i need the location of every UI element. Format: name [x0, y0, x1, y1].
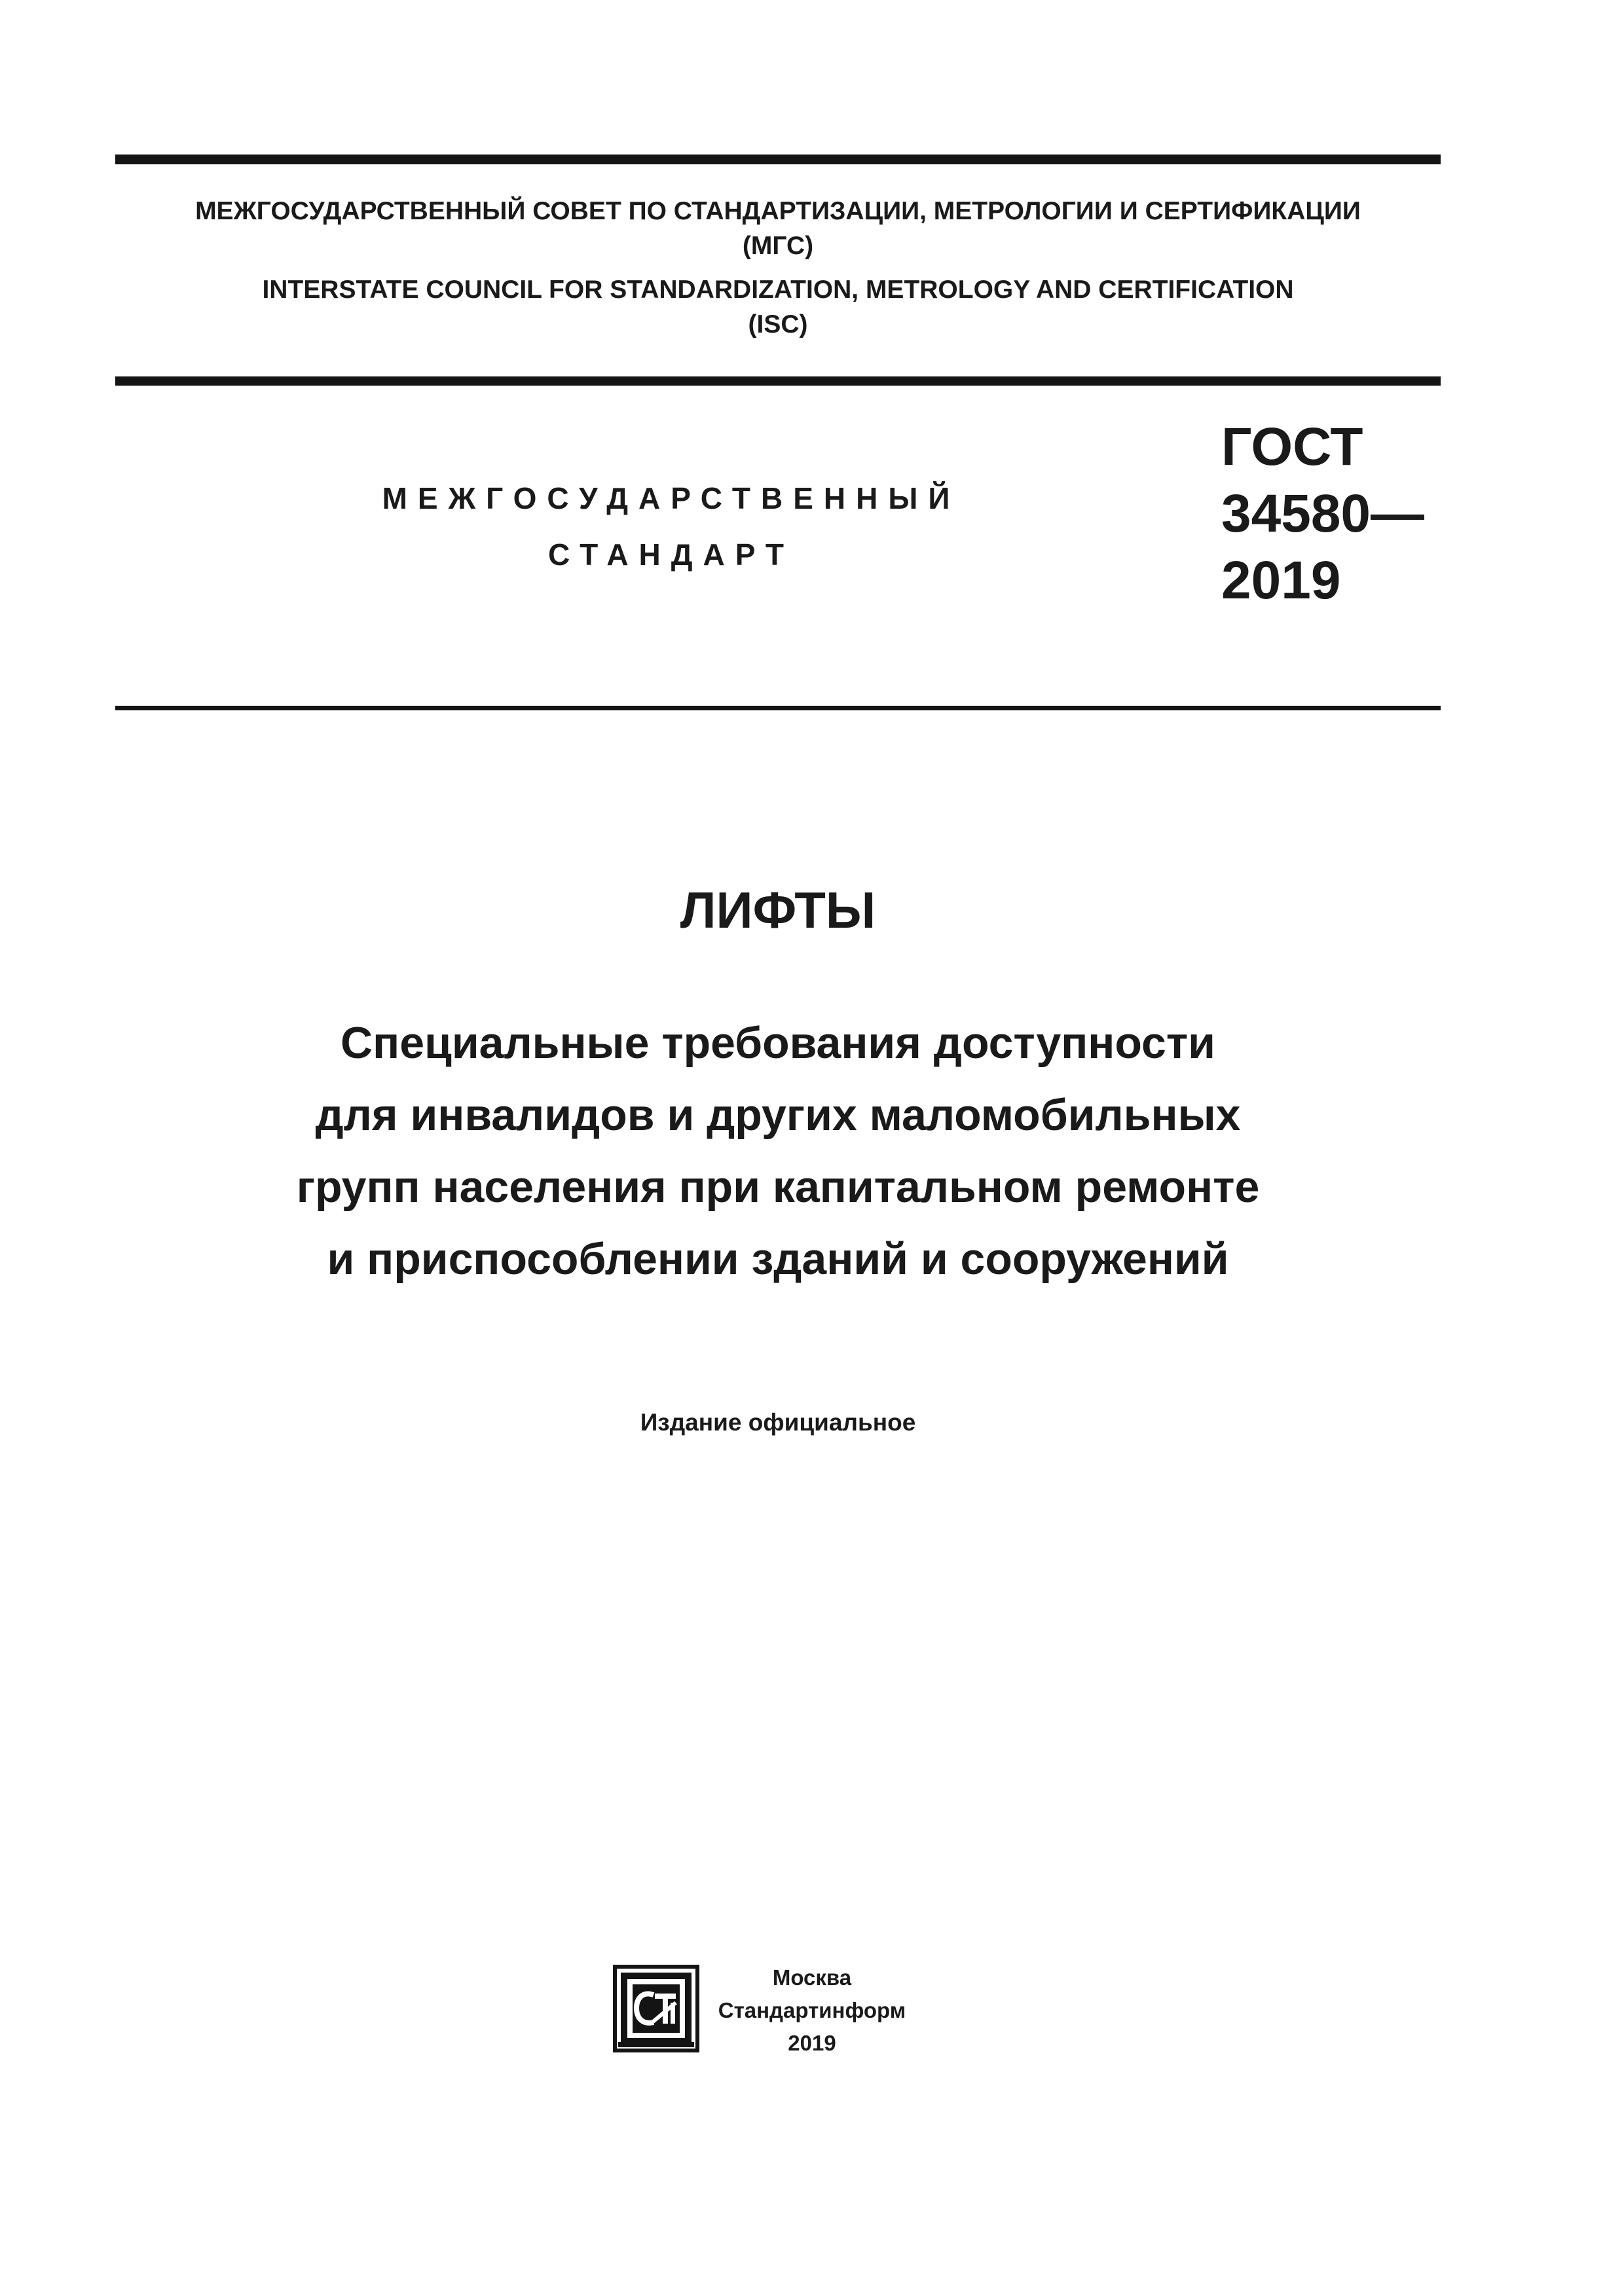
document-title: ЛИФТЫ	[680, 881, 876, 939]
standard-kind	[341, 470, 1002, 583]
publisher-imprint	[714, 1961, 910, 2060]
publisher-name: Стандартинформ	[718, 1998, 906, 2022]
council-header	[115, 194, 1441, 342]
council-name-ru: МЕЖГОСУДАРСТВЕННЫЙ СОВЕТ ПО СТАНДАРТИЗАЦИИ, МЕТРОЛОГИИ И СЕРТИФИКАЦИИ	[195, 197, 1361, 225]
subtitle-line: и приспособлении зданий и сооружений	[327, 1234, 1229, 1284]
subtitle-line: Специальные требования доступности	[341, 1018, 1215, 1068]
council-abbr-ru: (МГС)	[742, 232, 814, 260]
top-thick-rule	[115, 155, 1441, 164]
edition-note: Издание официальное	[640, 1409, 916, 1436]
standard-designation	[1221, 414, 1424, 614]
bottom-thin-rule	[115, 706, 1441, 710]
designation-year: 2019	[1221, 551, 1341, 610]
document-subtitle	[115, 1007, 1441, 1295]
subtitle-line: групп населения при капитальном ремонте	[296, 1162, 1260, 1212]
designation-prefix: ГОСТ	[1221, 417, 1363, 477]
standard-kind-line2: СТАНДАРТ	[548, 538, 794, 572]
council-name-en: INTERSTATE COUNCIL FOR STANDARDIZATION, METROLOGY AND CERTIFICATION	[262, 276, 1294, 304]
publisher-city: Москва	[772, 1965, 852, 1990]
sti-publisher-logo-icon	[613, 1965, 699, 2052]
council-abbr-en: (ISC)	[748, 310, 808, 338]
publisher-year: 2019	[788, 2031, 836, 2055]
subtitle-line: для инвалидов и других маломобильных	[315, 1090, 1241, 1140]
middle-thick-rule	[115, 376, 1441, 386]
standard-kind-line1: МЕЖГОСУДАРСТВЕННЫЙ	[382, 481, 961, 515]
designation-number: 34580—	[1221, 484, 1425, 543]
